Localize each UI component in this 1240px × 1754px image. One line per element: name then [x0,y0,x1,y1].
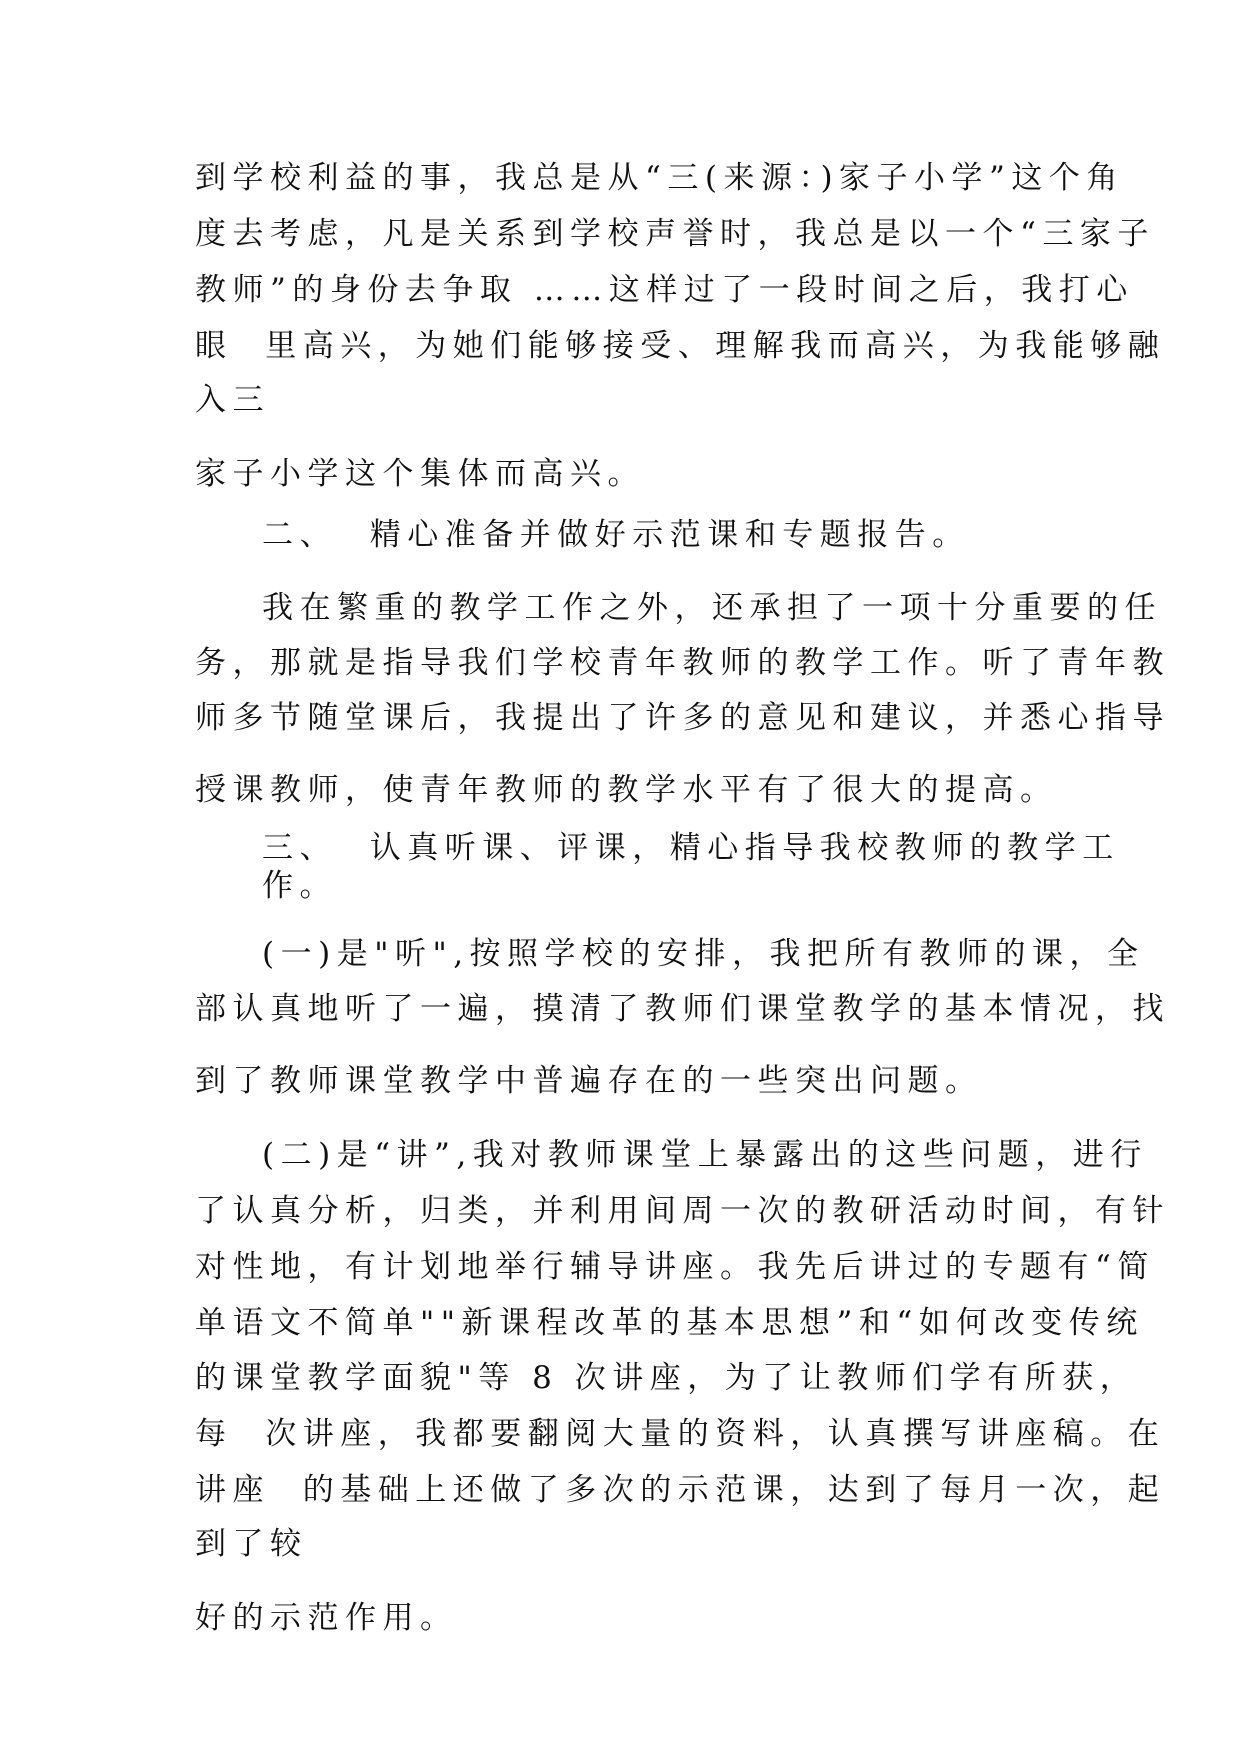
text-line: 度去考虑，凡是关系到学校声誉时，我总是以一个“三家子 [195,216,1155,252]
text-line: 了认真分析，归类，并利用间周一次的教研活动时间，有针 [195,1193,1170,1229]
text-line: 对性地，有计划地举行辅导讲座。我先后讲过的专题有“简 [195,1249,1155,1285]
text-line: (一)是"听",按照学校的安排，我把所有教师的课，全 [262,936,1145,972]
text-line: 眼 里高兴，为她们能够接受、理解我而高兴，为我能够融 [195,328,1166,364]
text-line: 每 次讲座，我都要翻阅大量的资料，认真撰写讲座稿。在 [195,1416,1166,1452]
text-line: 家子小学这个集体而高兴。 [195,456,645,492]
text-line: 教师”的身份去争取 ……这样过了一段时间之后，我打心 [195,272,1134,308]
text-line: (二)是“讲”,我对教师课堂上暴露出的这些问题，进行 [262,1137,1148,1173]
text-line: 好的示范作用。 [195,1600,458,1636]
text-line: 到了较 [195,1526,308,1562]
text-line: 单语文不简单""新课程改革的基本思想”和“如何改变传统 [195,1305,1144,1341]
text-line: 授课教师，使青年教师的教学水平有了很大的提高。 [195,772,1058,808]
text-line: 入三 [195,382,270,418]
text-line: 到学校利益的事，我总是从“三(来源：)家子小学”这个角 [195,160,1124,196]
section-heading: 二、 精心准备并做好示范课和专题报告。 [262,517,970,553]
text-line: 到了教师课堂教学中普遍存在的一些突出问题。 [195,1063,983,1099]
text-line: 我在繁重的教学工作之外，还承担了一项十分重要的任 [262,590,1162,626]
section-heading-continuation: 作。 [262,868,337,904]
text-line: 部认真地听了一遍，摸清了教师们课堂教学的基本情况，找 [195,991,1170,1027]
text-line: 讲座 的基础上还做了多次的示范课，达到了每月一次，起 [195,1472,1166,1508]
text-line: 师多节随堂课后，我提出了许多的意见和建议，并悉心指导 [195,700,1170,736]
text-line: 的课堂教学面貌"等 8 次讲座，为了让教师们学有所获， [195,1360,1138,1396]
text-line: 务，那就是指导我们学校青年教师的教学工作。听了青年教 [195,645,1170,681]
section-heading: 三、 认真听课、评课，精心指导我校教师的教学工 [262,830,1120,866]
